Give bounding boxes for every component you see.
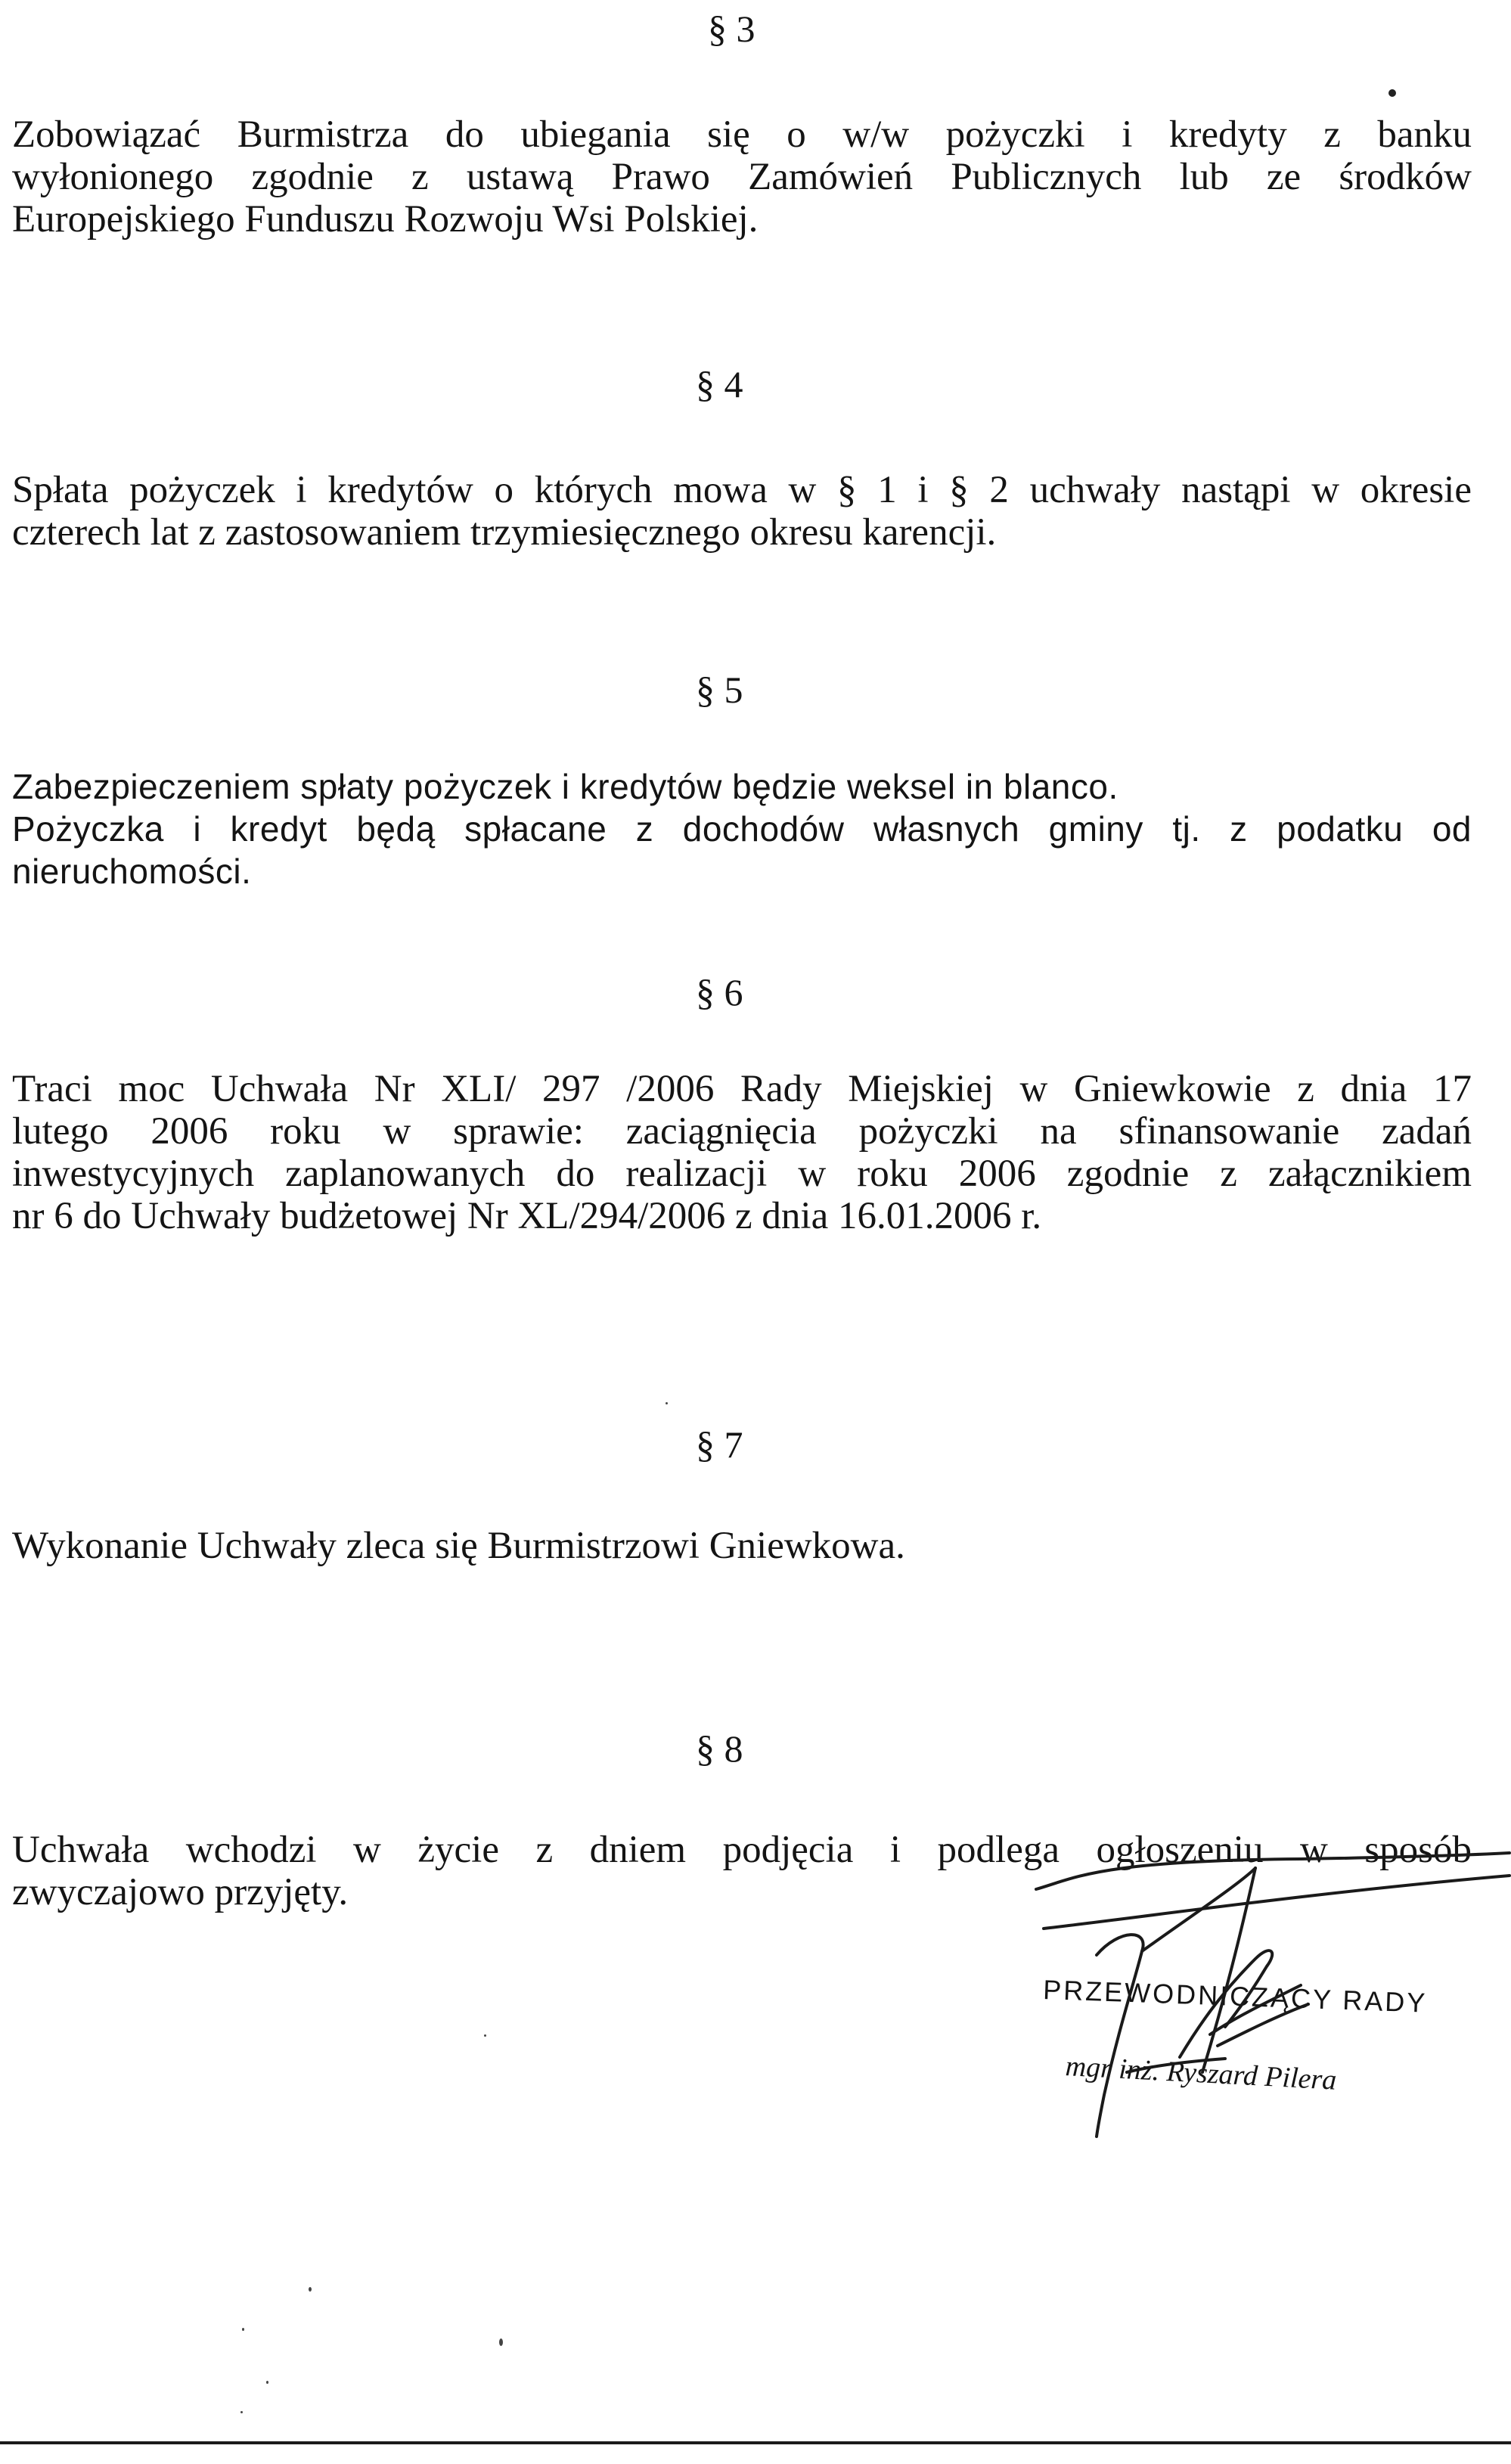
scan-speck <box>242 2328 244 2331</box>
handwritten-signature <box>1029 1845 1511 2163</box>
section-4-line-2: czterech lat z zastosowaniem trzymiesięcznego okresu karencji. <box>12 511 997 554</box>
section-6-heading: § 6 <box>696 971 743 1013</box>
stamp-title: PRZEWODNICZĄCY RADY <box>1042 1974 1429 2019</box>
section-6-body <box>12 1068 1472 1237</box>
scan-speck <box>1388 89 1396 97</box>
section-4-heading: § 4 <box>696 363 743 405</box>
scan-speck <box>266 2381 268 2384</box>
section-6-line-2: lutego 2006 roku w sprawie: zaciągnięcia pożyczki na sfinansowanie zadań <box>12 1110 1472 1153</box>
scan-speck <box>309 2287 312 2292</box>
section-4-body <box>12 469 1472 554</box>
section-6-line-1: Traci moc Uchwała Nr XLI/ 297 /2006 Rady Miejskiej w Gniewkowie z dnia 17 <box>12 1068 1472 1110</box>
scan-speck <box>484 2034 486 2037</box>
section-7-body <box>12 1525 1472 1567</box>
stamp-name: mgr inż. Ryszard Pilera <box>1064 2050 1338 2096</box>
page-bottom-rule <box>0 2441 1511 2444</box>
scan-speck <box>666 1402 668 1404</box>
section-5-body <box>12 765 1472 892</box>
section-4-line-1: Spłata pożyczek i kredytów o których mowa w § 1 i § 2 uchwały nastąpi w okresie <box>12 469 1472 511</box>
section-3-line-3: Europejskiego Funduszu Rozwoju Wsi Polskiej. <box>12 198 759 241</box>
scan-speck <box>499 2338 503 2346</box>
section-7-line-1: Wykonanie Uchwały zleca się Burmistrzowi Gniewkowa. <box>12 1525 905 1567</box>
section-3-heading: § 3 <box>708 8 756 50</box>
scan-speck <box>240 2411 243 2413</box>
section-3-line-1: Zobowiązać Burmistrza do ubiegania się o w/w pożyczki i kredyty z banku <box>12 113 1472 156</box>
section-5-line-1: Zabezpieczeniem spłaty pożyczek i kredytów będzie weksel in blanco. <box>12 767 1119 806</box>
section-8-line-1: Uchwała wchodzi w życie z dniem podjęcia i podlega ogłoszeniu w sposób <box>12 1829 1472 1871</box>
section-6-line-4: nr 6 do Uchwały budżetowej Nr XL/294/2006 z dnia 16.01.2006 r. <box>12 1195 1042 1237</box>
section-3-body <box>12 113 1472 241</box>
section-7-heading: § 7 <box>696 1423 743 1466</box>
section-5-heading: § 5 <box>696 669 743 711</box>
section-3-line-2: wyłonionego zgodnie z ustawą Prawo Zamówień Publicznych lub ze środków <box>12 156 1472 198</box>
section-8-line-2: zwyczajowo przyjęty. <box>12 1871 349 1913</box>
section-5-line-2: Pożyczka i kredyt będą spłacane z dochodów własnych gminy tj. z podatku od <box>12 809 1472 849</box>
section-5-line-3: nieruchomości. <box>12 852 252 891</box>
section-8-heading: § 8 <box>696 1727 743 1770</box>
section-6-line-3: inwestycyjnych zaplanowanych do realizacji w roku 2006 zgodnie z załącznikiem <box>12 1153 1472 1195</box>
